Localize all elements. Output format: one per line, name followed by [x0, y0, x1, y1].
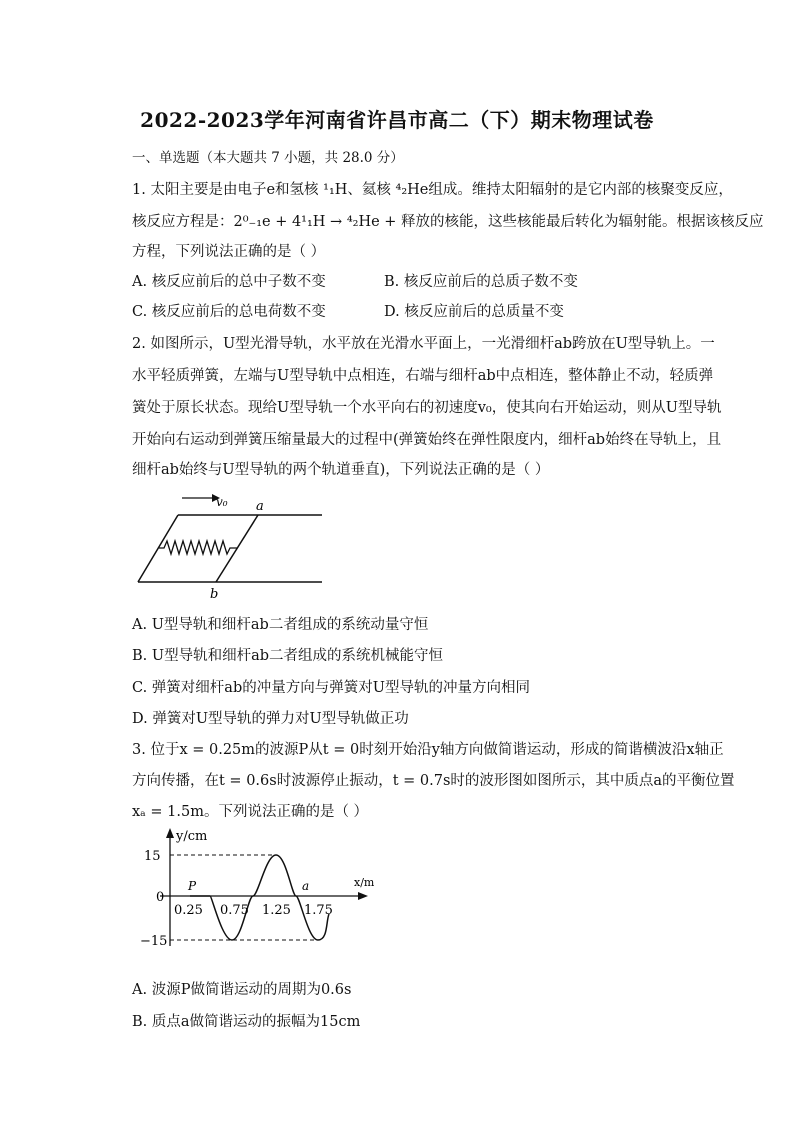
- point-a-label: a: [302, 879, 310, 893]
- spring: [159, 541, 237, 554]
- y-tick-0: 0: [156, 890, 165, 905]
- y-axis-arrowhead: [166, 828, 174, 838]
- q2-line-3: 簧处于原长状态。现给U型导轨一个水平向右的初速度v₀，使其向右开始运动，则从U型导轨: [132, 400, 722, 416]
- q3-line-2: 方向传播，在t = 0.6s时波源停止振动，t = 0.7s时的波形图如图所示，其中质点a的平衡位置: [132, 773, 735, 789]
- x-axis-arrowhead: [358, 892, 368, 900]
- q1-line-1: 1. 太阳主要是由电子e和氢核 ¹₁H、氦核 ⁴₂He组成。维持太阳辐射的是它内部的核聚变反应，: [132, 182, 733, 198]
- q1-option-b[interactable]: B. 核反应前后的总质子数不变: [384, 274, 578, 290]
- rail-connector: [138, 515, 178, 582]
- q1-option-d[interactable]: D. 核反应前后的总质量不变: [384, 304, 564, 320]
- wave-curve: [190, 855, 329, 940]
- y-tick-15: 15: [144, 849, 161, 864]
- q3-line-3: xₐ = 1.5m。下列说法正确的是（ ）: [132, 804, 369, 820]
- q3-line-1: 3. 位于x = 0.25m的波源P从t = 0时刻开始沿y轴方向做简谐运动，形成的简谐横波沿x轴正: [132, 742, 724, 758]
- q2-line-4: 开始向右运动到弹簧压缩量最大的过程中(弹簧始终在弹性限度内，细杆ab始终在导轨上，且: [132, 432, 722, 448]
- q3-option-a[interactable]: A. 波源P做简谐运动的周期为0.6s: [132, 982, 352, 998]
- q2-option-d[interactable]: D. 弹簧对U型导轨的弹力对U型导轨做正功: [132, 711, 409, 727]
- y-axis-label: y/cm: [176, 829, 208, 844]
- q2-option-b[interactable]: B. U型导轨和细杆ab二者组成的系统机械能守恒: [132, 648, 444, 664]
- q1-option-c[interactable]: C. 核反应前后的总电荷数不变: [132, 304, 326, 320]
- q2-option-a[interactable]: A. U型导轨和细杆ab二者组成的系统动量守恒: [132, 617, 429, 633]
- q2-line-2: 水平轻质弹簧，左端与U型导轨中点相连，右端与细杆ab中点相连，整体静止不动，轻质弹: [132, 368, 714, 384]
- q2-line-1: 2. 如图所示，U型光滑导轨，水平放在光滑水平面上，一光滑细杆ab跨放在U型导轨上。一: [132, 336, 715, 352]
- rail-spring-figure: [130, 488, 330, 603]
- point-p-label: P: [188, 879, 197, 893]
- q1-line-2: 核反应方程是：2⁰₋₁e + 4¹₁H → ⁴₂He + 释放的核能，这些核能最后转化为辐射能。根据该核反应: [132, 214, 764, 230]
- section-heading: 一、单选题（本大题共 7 小题，共 28.0 分）: [132, 150, 404, 166]
- q1-line-3: 方程，下列说法正确的是（ ）: [132, 244, 326, 260]
- label-a: a: [256, 499, 264, 514]
- q1-option-a[interactable]: A. 核反应前后的总中子数不变: [132, 274, 326, 290]
- wave-figure: [140, 826, 380, 951]
- velocity-label: v₀: [216, 495, 228, 509]
- q2-line-5: 细杆ab始终与U型导轨的两个轨道垂直)，下列说法正确的是（ ）: [132, 462, 550, 478]
- q2-option-c[interactable]: C. 弹簧对细杆ab的冲量方向与弹簧对U型导轨的冲量方向相同: [132, 680, 530, 696]
- x-tick-075: 0.75: [220, 903, 249, 918]
- y-tick-neg15: −15: [140, 934, 168, 949]
- page-title: 2022-2023学年河南省许昌市高二（下）期末物理试卷: [140, 108, 654, 132]
- x-axis-label: x/m: [354, 876, 375, 889]
- x-tick-025: 0.25: [174, 903, 203, 918]
- q3-option-b[interactable]: B. 质点a做简谐运动的振幅为15cm: [132, 1014, 361, 1030]
- x-tick-125: 1.25: [262, 903, 291, 918]
- x-tick-175: 1.75: [304, 903, 333, 918]
- label-b: b: [210, 587, 219, 602]
